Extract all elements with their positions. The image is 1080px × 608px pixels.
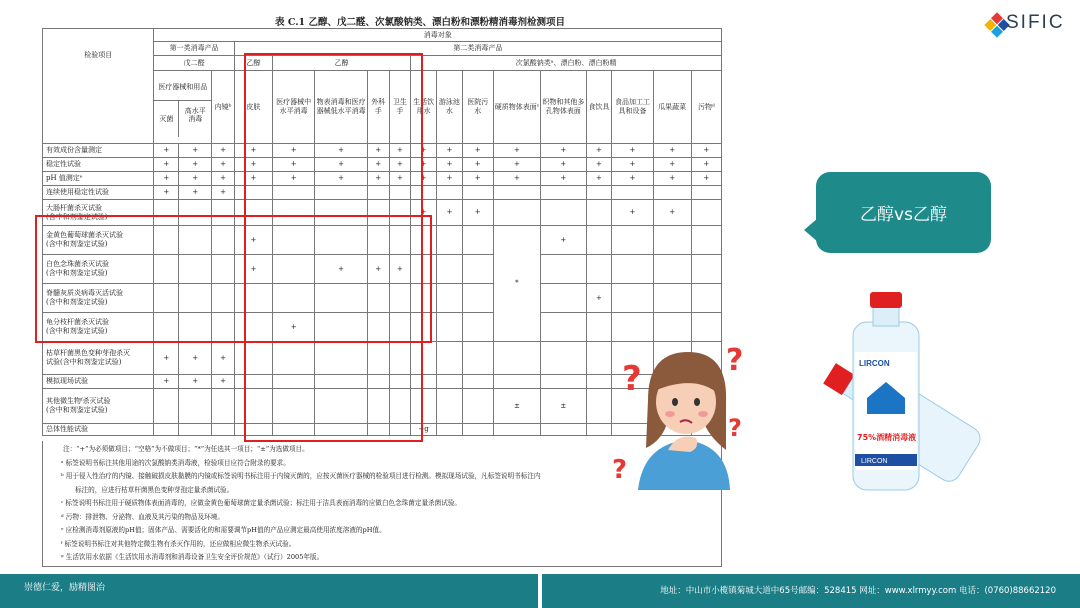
row-label — [43, 255, 154, 284]
row-label — [43, 389, 154, 424]
table-row — [43, 158, 722, 172]
table-cell — [411, 226, 437, 255]
table-row — [43, 186, 722, 200]
header-med-equipment-cell — [154, 71, 212, 144]
table-cell — [411, 313, 437, 342]
header-sterilization: 灭菌 — [154, 101, 179, 138]
table-cell — [493, 200, 540, 226]
note-line: 注：“+”为必须做项目；“空格”为不做项目；“*”为任选其一项目；“±”为选做项目。 — [63, 445, 309, 453]
header-high-level: 高水平消毒 — [184, 106, 206, 124]
table-cell — [411, 389, 437, 424]
table-cell: + — [179, 342, 212, 375]
row-label — [43, 375, 154, 389]
table-cell — [154, 284, 179, 313]
table-cell: + — [154, 375, 179, 389]
table-cell: + — [273, 313, 315, 342]
table-cell — [436, 424, 462, 436]
header-food-tools: 食品加工工具和设备 — [612, 71, 653, 144]
header-skin: 皮肤 — [234, 71, 272, 144]
table-cell — [411, 375, 437, 389]
table-cell: + — [367, 144, 389, 158]
row-label — [43, 284, 154, 313]
confused-girl-illustration — [608, 340, 758, 490]
table-cell — [586, 226, 612, 255]
table-cell: + — [462, 200, 493, 226]
table-cell — [179, 255, 212, 284]
table-cell: + — [541, 158, 586, 172]
table-cell — [691, 226, 721, 255]
table-cell — [179, 226, 212, 255]
table-cell — [315, 424, 368, 436]
header-med-mid: 医疗器械中水平消毒 — [273, 71, 315, 144]
table-cell — [273, 284, 315, 313]
header-external: 外科手 — [367, 71, 389, 144]
note-line: ᵈ 污物：排泄物、分泌物、血液及其污染的物品及环境。 — [61, 512, 224, 521]
table-cell — [462, 375, 493, 389]
table-cell — [436, 226, 462, 255]
table-cell: + — [179, 172, 212, 186]
row-label — [43, 186, 154, 200]
table-cell: + — [179, 186, 212, 200]
row-label — [43, 226, 154, 255]
table-cell — [541, 375, 586, 389]
table-cell — [179, 200, 212, 226]
table-cell — [691, 200, 721, 226]
table-cell: + — [273, 158, 315, 172]
table-cell-star: * — [493, 226, 540, 342]
table-cell: + — [389, 255, 411, 284]
table-cell: + — [154, 186, 179, 200]
footer-contact: 地址：中山市小榄镇菊城大道中65号邮编：528415 网址：www.xlrmyy.com 电话：(0760)88662120 — [660, 586, 1056, 596]
table-cell — [411, 284, 437, 313]
table-cell: + — [691, 172, 721, 186]
table-cell: + — [389, 144, 411, 158]
table-cell — [179, 313, 212, 342]
header-class1: 第一类消毒产品 — [154, 42, 234, 56]
table-cell: + — [436, 144, 462, 158]
row-label-text: 有效成份含量测定 — [46, 146, 102, 155]
table-cell — [389, 424, 411, 436]
table-cell — [367, 186, 389, 200]
table-row — [43, 284, 722, 313]
table-cell: + — [212, 186, 235, 200]
table-cell — [212, 424, 235, 436]
table-cell — [273, 186, 315, 200]
table-cell — [653, 226, 691, 255]
svg-text:?: ? — [728, 414, 742, 442]
table-cell — [315, 342, 368, 375]
table-cell — [436, 342, 462, 375]
table-cell: + — [154, 144, 179, 158]
header-pollutant: 污物ᵈ — [691, 71, 721, 144]
table-cell — [493, 375, 540, 389]
table-cell — [691, 313, 721, 342]
callout-bubble: 乙醇vs乙醇 — [816, 172, 991, 253]
table-cell: + — [234, 226, 272, 255]
table-cell — [541, 424, 586, 436]
table-row — [43, 255, 722, 284]
header-fruit: 瓜果蔬菜 — [653, 71, 691, 144]
table-cell — [541, 255, 586, 284]
header-class2: 第二类消毒产品 — [234, 42, 721, 56]
table-cell — [315, 226, 368, 255]
table-cell: + — [436, 158, 462, 172]
row-label — [43, 424, 154, 436]
table-cell — [436, 313, 462, 342]
table-cell — [462, 424, 493, 436]
header-hospital-sewage: 医院污水 — [462, 71, 493, 144]
header-items: 检验项目 — [43, 29, 154, 144]
row-label — [43, 144, 154, 158]
table-row — [43, 144, 722, 158]
note-line: ᵇ 用于侵入性治疗的内镜、接触破损皮肤黏膜的内镜或标签说明书标注用于内镜灭菌的，应按灭菌医疗器械的检验项目进行检测。模拟现场试验，凡标签说明书标注内 — [61, 472, 541, 480]
header-ethanol-a: 乙醇 — [234, 56, 272, 71]
header-med-equipment: 医疗器械和用品 — [154, 77, 211, 101]
table-cell: + — [411, 172, 437, 186]
svg-text:?: ? — [622, 359, 642, 399]
table-cell: + — [212, 342, 235, 375]
note-line: ᶜ 标签说明书标注用于硬质物体表面消毒的，应做金黄色葡萄球菌定量杀菌试验；标注用于洁具表面消毒的应做白色念珠菌定量杀菌试验。 — [61, 499, 462, 507]
table-cell — [212, 284, 235, 313]
table-cell: + — [179, 144, 212, 158]
table-cell — [179, 424, 212, 436]
row-label — [43, 172, 154, 186]
table-cell — [234, 200, 272, 226]
table-cell — [541, 313, 586, 342]
table-cell: + — [315, 172, 368, 186]
table-cell — [462, 255, 493, 284]
table-cell — [234, 186, 272, 200]
table-cell — [315, 313, 368, 342]
table-cell: + — [367, 172, 389, 186]
table-cell: + — [541, 226, 586, 255]
table-row — [43, 226, 722, 255]
table-cell — [586, 313, 612, 342]
table-cell — [612, 313, 653, 342]
table-cell — [154, 424, 179, 436]
table-cell — [273, 342, 315, 375]
table-cell: + — [586, 158, 612, 172]
row-label-text: 大肠杆菌杀灭试验 — [46, 203, 102, 212]
table-cell: + — [315, 158, 368, 172]
table-cell: ± — [493, 389, 540, 424]
table-cell — [462, 226, 493, 255]
row-label-text: 白色念珠菌杀灭试验 — [46, 260, 109, 269]
table-cell — [234, 342, 272, 375]
footer-motto: 崇德仁爱，励精图治 — [24, 583, 106, 593]
table-row — [43, 313, 722, 342]
table-cell: + — [212, 158, 235, 172]
table-cell — [389, 375, 411, 389]
table-cell — [653, 186, 691, 200]
table-cell: + — [273, 172, 315, 186]
row-label — [43, 200, 154, 226]
table-cell — [212, 313, 235, 342]
table-cell — [389, 226, 411, 255]
table-row — [43, 172, 722, 186]
bottle-footer: LIRCON — [861, 458, 888, 465]
table-cell: + — [493, 158, 540, 172]
table-cell — [234, 389, 272, 424]
alcohol-bottle-illustration — [815, 290, 1030, 495]
note-line: 标注的，应进行枯草杆菌黑色变种芽孢定量杀菌试验。 — [75, 485, 234, 494]
table-cell — [367, 284, 389, 313]
table-cell — [541, 284, 586, 313]
table-cell — [154, 255, 179, 284]
table-cell: + — [367, 255, 389, 284]
table-cell — [367, 200, 389, 226]
row-label — [43, 342, 154, 375]
row-label-text: 稳定性试验 — [46, 160, 81, 169]
row-label-text: pH 值测定ᵉ — [46, 174, 83, 183]
table-cell — [273, 255, 315, 284]
table-cell — [586, 186, 612, 200]
table-cell — [436, 284, 462, 313]
table-cell: + — [234, 144, 272, 158]
table-cell — [653, 313, 691, 342]
table-cell: + — [612, 172, 653, 186]
table-cell — [389, 342, 411, 375]
table-cell — [389, 284, 411, 313]
table-cell — [436, 375, 462, 389]
table-cell: + — [411, 144, 437, 158]
row-label-sub: (含中和剂鉴定试验) — [46, 269, 108, 277]
table-cell: + — [541, 172, 586, 186]
header-endoscope: 内镜ᵇ — [212, 71, 235, 144]
table-cell — [315, 375, 368, 389]
header-textile: 织物和其他多孔物体表面 — [541, 71, 586, 144]
table-cell: + — [612, 144, 653, 158]
table-cell: + — [411, 200, 437, 226]
table-cell — [273, 389, 315, 424]
row-label-sub: (含中和剂鉴定试验) — [46, 406, 108, 414]
row-label-text: 枯草杆菌黑色变种芽孢杀灭 — [46, 349, 130, 358]
table-cell: + — [154, 158, 179, 172]
row-label-sub: 试验(含中和剂鉴定试验) — [46, 358, 122, 366]
row-label-sub: (含中和剂鉴定试验) — [46, 298, 108, 306]
table-cell — [367, 226, 389, 255]
header-hypochlorite: 次氯酸钠类ᵃ、漂白粉、漂白粉精 — [411, 56, 722, 71]
header-pool: 游泳池水 — [436, 71, 462, 144]
row-label-sub: (含中和剂鉴定试验) — [46, 212, 108, 221]
table-cell — [462, 186, 493, 200]
table-row — [43, 200, 722, 226]
table-cell — [389, 200, 411, 226]
table-cell — [154, 389, 179, 424]
table-cell — [234, 284, 272, 313]
svg-text:?: ? — [726, 343, 744, 378]
table-cell — [493, 424, 540, 436]
table-cell: + — [179, 158, 212, 172]
table-cell: +g — [411, 424, 437, 436]
row-label-text: 模拟现场试验 — [46, 377, 88, 386]
table-cell — [273, 226, 315, 255]
table-cell: + — [462, 158, 493, 172]
table-cell — [462, 284, 493, 313]
header-ethanol-b: 乙醇 — [273, 56, 411, 71]
table-cell — [273, 200, 315, 226]
table-cell — [212, 226, 235, 255]
table-cell: + — [234, 158, 272, 172]
table-cell: + — [541, 144, 586, 158]
table-title: 表 C.1 乙醇、戊二醛、次氯酸钠类、漂白粉和漂粉精消毒剂检测项目 — [275, 17, 565, 28]
row-label-text: 连续使用稳定性试验 — [46, 188, 109, 197]
table-cell — [273, 375, 315, 389]
header-objects: 消毒对象 — [154, 29, 722, 42]
table-cell — [436, 255, 462, 284]
row-label-text: 脊髓灰质炎病毒灭活试验 — [46, 289, 123, 298]
header-tableware: 食饮具 — [586, 71, 612, 144]
table-cell — [436, 389, 462, 424]
table-cell — [691, 186, 721, 200]
table-cell — [234, 313, 272, 342]
table-cell — [653, 284, 691, 313]
table-cell: + — [212, 144, 235, 158]
table-cell — [493, 342, 540, 375]
row-label-text: 龟分枝杆菌杀灭试验 — [46, 318, 109, 327]
table-cell — [234, 424, 272, 436]
table-cell — [612, 284, 653, 313]
table-cell: + — [586, 284, 612, 313]
table-cell: + — [462, 144, 493, 158]
table-cell: + — [653, 144, 691, 158]
footer-right — [542, 574, 1080, 608]
table-cell — [586, 200, 612, 226]
table-cell: + — [612, 158, 653, 172]
table-cell — [493, 186, 540, 200]
table-cell — [367, 375, 389, 389]
table-cell — [212, 255, 235, 284]
table-cell: + — [273, 144, 315, 158]
table-cell: + — [389, 172, 411, 186]
table-cell — [179, 284, 212, 313]
table-cell: + — [493, 172, 540, 186]
table-cell: + — [691, 144, 721, 158]
table-cell — [462, 389, 493, 424]
bottle-brand: LIRCON — [859, 359, 890, 368]
table-cell: + — [367, 158, 389, 172]
header-hard-surface: 硬质物体表面ᶜ — [493, 71, 540, 144]
header-glutaraldehyde: 戊二醛 — [154, 56, 234, 71]
row-label-text: 金黄色葡萄球菌杀灭试验 — [46, 231, 123, 240]
row-label-text: 总体性能试验 — [46, 425, 88, 434]
table-cell — [367, 424, 389, 436]
table-cell — [411, 186, 437, 200]
svg-text:?: ? — [612, 455, 628, 485]
table-cell — [691, 255, 721, 284]
table-cell — [154, 226, 179, 255]
table-cell — [212, 389, 235, 424]
table-cell — [541, 200, 586, 226]
table-cell — [367, 313, 389, 342]
table-cell — [411, 342, 437, 375]
table-cell — [612, 226, 653, 255]
table-cell — [179, 389, 212, 424]
table-cell: + — [586, 172, 612, 186]
row-label-text: 其他微生物ᶠ杀灭试验 — [46, 397, 111, 406]
table-cell — [462, 342, 493, 375]
note-line: ᵍ 生活饮用水依据《生活饮用水消毒剂和消毒设备卫生安全评价规范》（试行）2005年版。 — [61, 553, 324, 561]
table-cell — [653, 255, 691, 284]
bottle-percent: 75%酒精消毒液 — [857, 433, 917, 442]
table-cell — [154, 313, 179, 342]
table-cell — [541, 186, 586, 200]
table-cell: + — [653, 158, 691, 172]
table-cell: + — [586, 144, 612, 158]
table-cell — [541, 342, 586, 375]
header-hygiene: 卫生手 — [389, 71, 411, 144]
table-cell: + — [154, 172, 179, 186]
table-cell — [234, 375, 272, 389]
note-line: ᶠ 标签说明书标注对其他特定微生物有杀灭作用的，还应做相应微生物杀灭试验。 — [61, 539, 296, 548]
table-cell — [389, 186, 411, 200]
table-cell — [389, 313, 411, 342]
footer-left — [0, 574, 538, 608]
table-cell — [612, 186, 653, 200]
table-cell: + — [389, 158, 411, 172]
table-cell — [367, 342, 389, 375]
row-label — [43, 158, 154, 172]
table-cell — [411, 255, 437, 284]
table-cell — [315, 186, 368, 200]
table-cell: + — [436, 200, 462, 226]
table-cell — [612, 255, 653, 284]
table-cell: + — [612, 200, 653, 226]
table-cell: + — [493, 144, 540, 158]
table-cell — [436, 186, 462, 200]
table-cell — [154, 200, 179, 226]
table-cell: + — [462, 172, 493, 186]
table-cell: + — [234, 172, 272, 186]
note-line: ᵃ 标签说明书标注其他用途的次氯酸钠类消毒液，检验项目应符合附录的要求。 — [61, 458, 290, 467]
table-cell: + — [315, 255, 368, 284]
table-cell — [315, 389, 368, 424]
table-cell: + — [691, 158, 721, 172]
table-cell: + — [653, 172, 691, 186]
table-cell — [389, 389, 411, 424]
table-cell — [212, 200, 235, 226]
table-cell — [367, 389, 389, 424]
table-cell: + — [154, 342, 179, 375]
table-cell: + — [411, 158, 437, 172]
table-cell: + — [212, 172, 235, 186]
table-cell: ± — [541, 389, 586, 424]
table-cell — [273, 424, 315, 436]
table-cell: + — [179, 375, 212, 389]
row-label-sub: (含中和剂鉴定试验) — [46, 240, 108, 248]
table-cell — [586, 255, 612, 284]
table-cell: + — [212, 375, 235, 389]
row-label — [43, 313, 154, 342]
table-cell — [315, 284, 368, 313]
table-cell: + — [653, 200, 691, 226]
header-surface: 物表消毒和医疗器械低水平消毒 — [315, 71, 368, 144]
note-line: ᵉ 应检测消毒剂原液的pH值；固体产品、需要活化的和需要调节pH值的产品应测定最高使用浓度溶液的pH值。 — [61, 526, 386, 534]
header-drinking: 生活饮用水 — [411, 71, 437, 144]
table-cell: + — [234, 255, 272, 284]
logo-text: SIFIC — [1006, 12, 1065, 33]
table-cell — [691, 284, 721, 313]
table-cell — [315, 200, 368, 226]
table-cell: + — [315, 144, 368, 158]
table-cell: + — [436, 172, 462, 186]
row-label-sub: (含中和剂鉴定试验) — [46, 327, 108, 335]
table-cell — [462, 313, 493, 342]
